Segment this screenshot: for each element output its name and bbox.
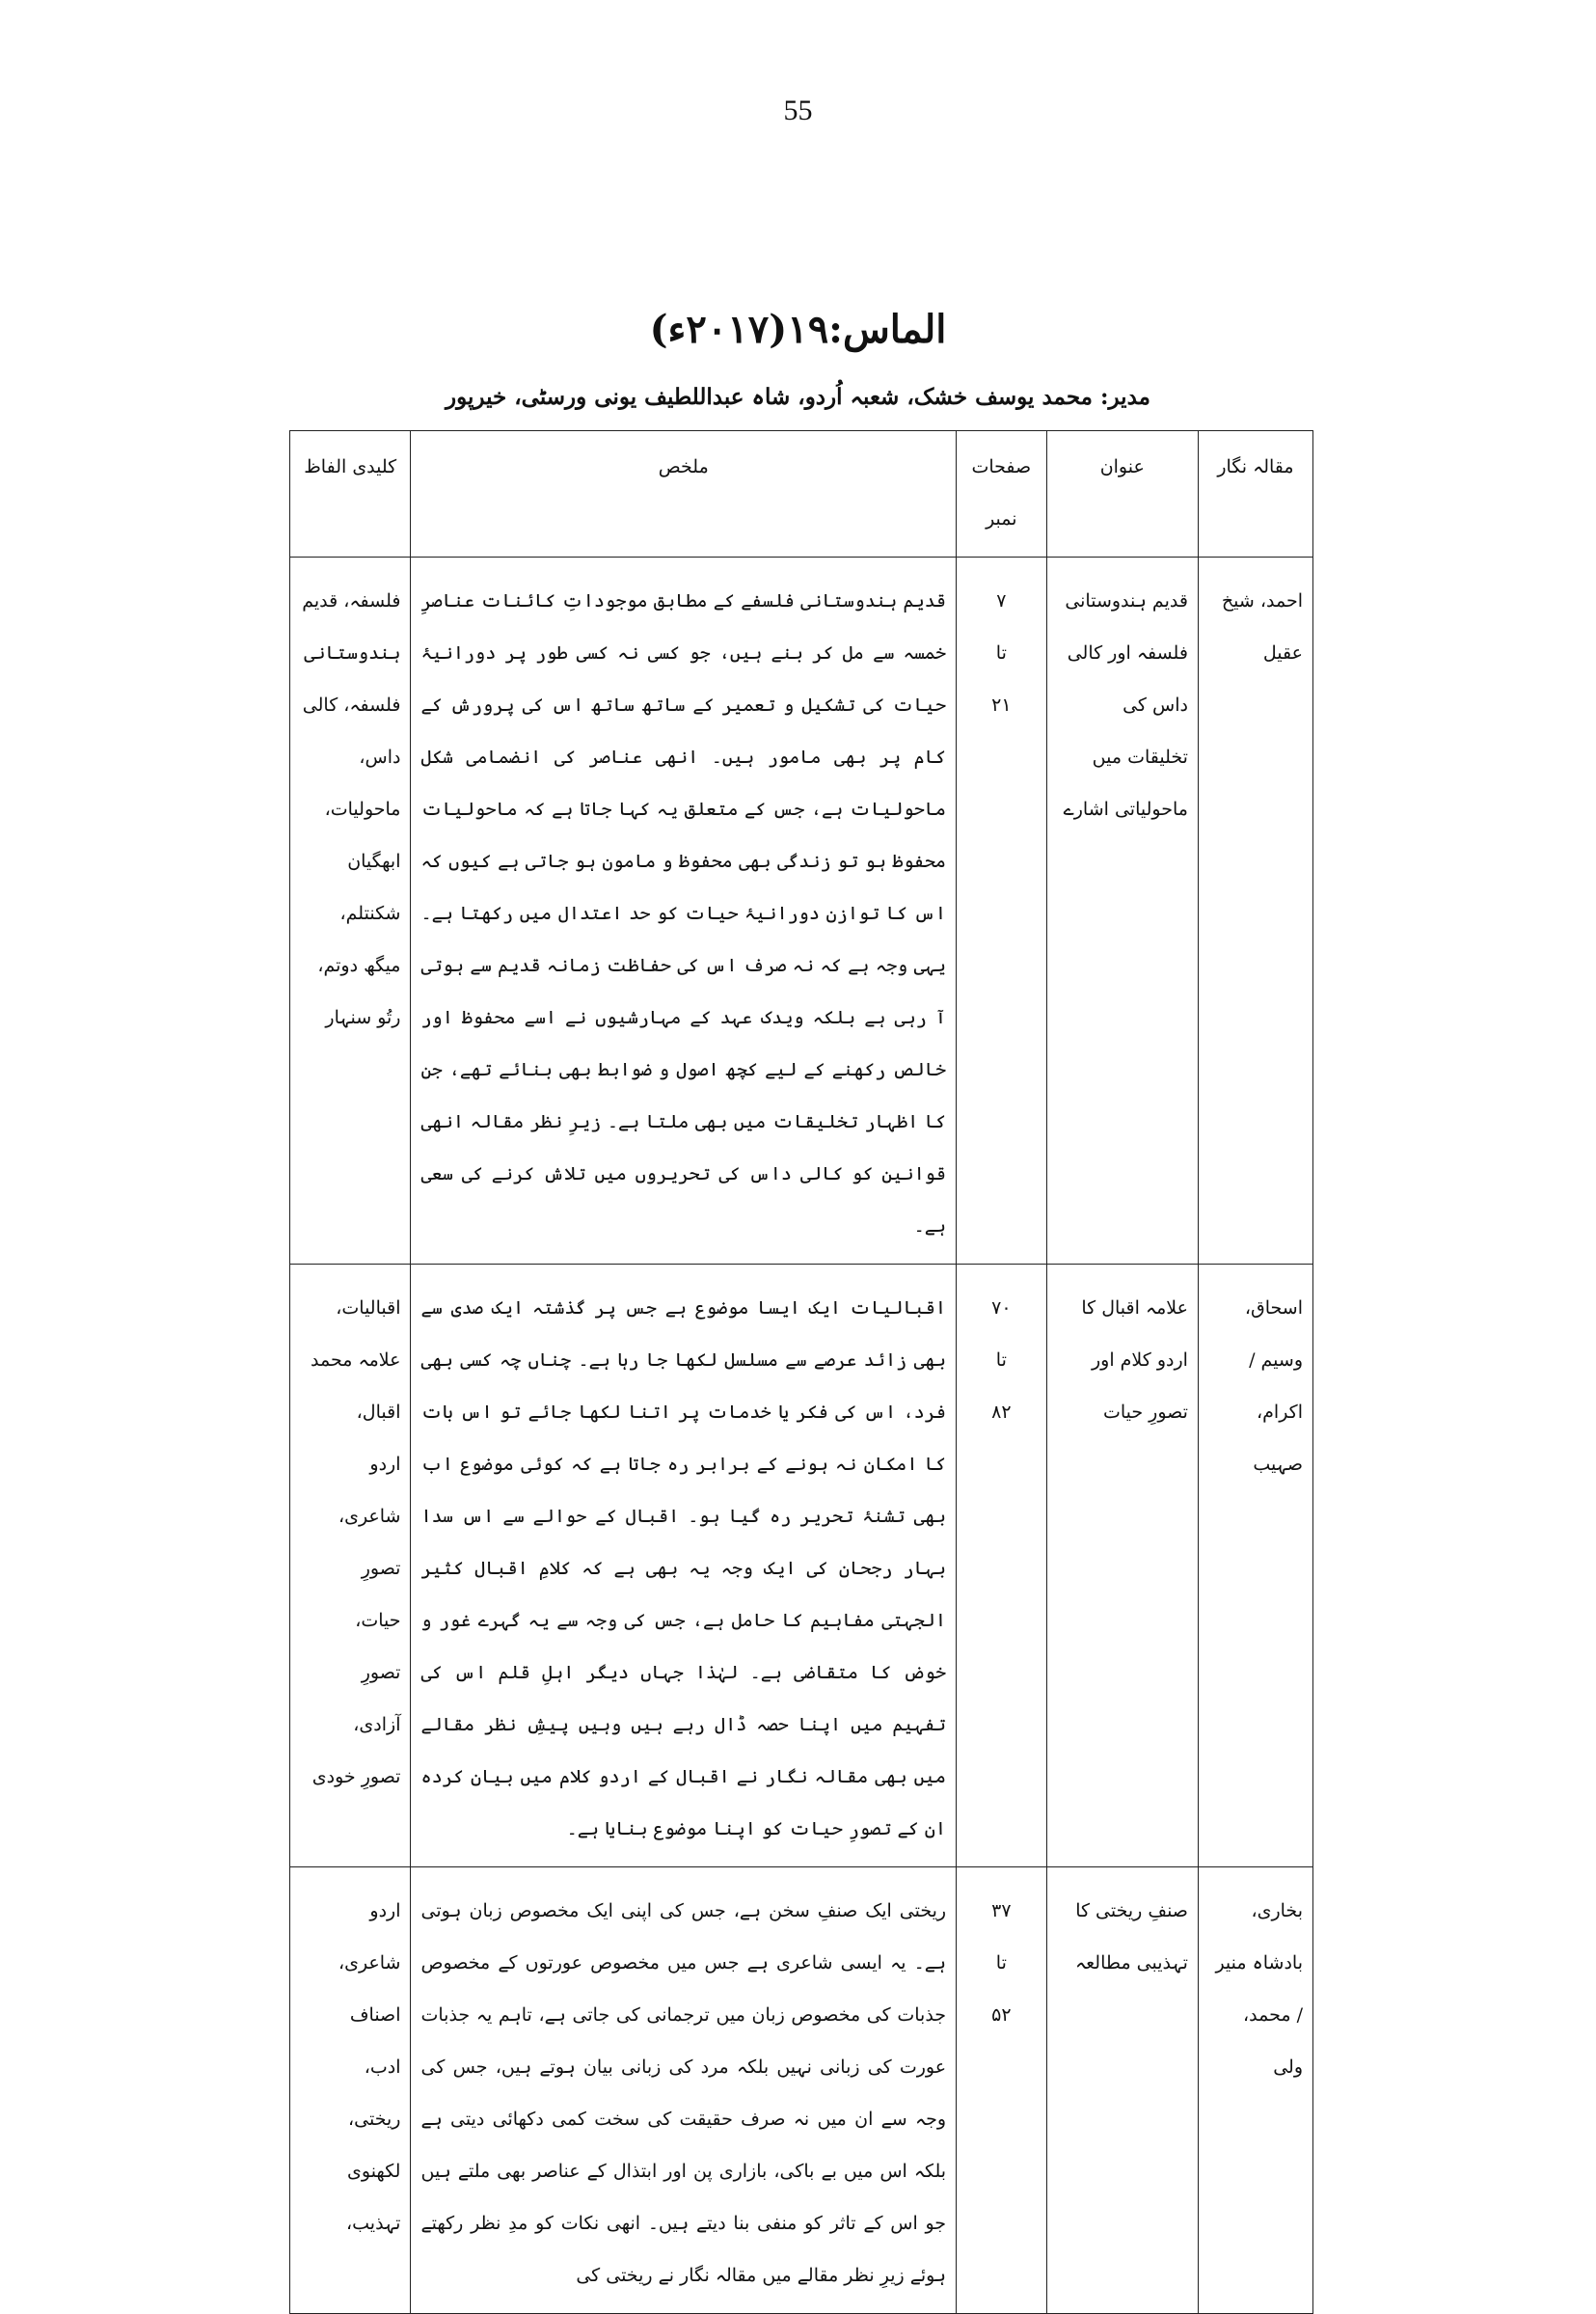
title-cell: قدیم ہندوستانی فلسفہ اور کالی داس کی تخلیقات میں ماحولیاتی اشارے (1046, 558, 1198, 1265)
header-keywords: کلیدی الفاظ (290, 431, 411, 558)
pages-cell (957, 1867, 1047, 2314)
page-number: 55 (783, 95, 813, 126)
keywords-cell (290, 1867, 411, 2314)
keyword: شاعری، (338, 1506, 401, 1527)
keyword: لکھنوی (347, 2161, 401, 2182)
keyword: اردو (369, 1900, 401, 1921)
title-cell: علامہ اقبال کا اردو کلام اور تصورِ حیات (1046, 1265, 1198, 1867)
keyword: ابھگیان (347, 851, 401, 872)
pages-cell (957, 1265, 1047, 1867)
keyword: اقبالیات، (336, 1297, 401, 1319)
page-end: ۲۱ (991, 694, 1012, 716)
keyword: ادب، (364, 2056, 401, 2078)
author-cell: احمد، شیخ عقیل (1198, 558, 1312, 1265)
page-start: ۷ (996, 590, 1007, 612)
header-pages: صفحات نمبر (957, 431, 1047, 558)
page-start: ۷۰ (991, 1297, 1012, 1319)
keyword: ریختی، (348, 2109, 401, 2130)
article-index-table (289, 430, 1313, 2314)
keyword: داس، (359, 747, 401, 768)
page-end: ۵۲ (991, 2004, 1012, 2026)
keyword: اقبال، (356, 1402, 401, 1423)
abstract-cell: ریختی ایک صنفِ سخن ہے، جس کی اپنی ایک مخصوص زبان ہوتی ہے۔ یہ ایسی شاعری ہے جس میں مخصوص عورتوں کے مخصوص جذبات کی مخصوص زبان میں ترجمانی کی جاتی ہے، تاہم یہ جذبات عورت کی زبانی نہیں بلکہ مرد کی زبانی بیان ہوتے ہیں، جس کی وجہ سے ان میں نہ صرف حقیقت کی سخت کمی دکھائی دیتی ہے بلکہ اس میں بے باکی، بازاری پن اور ابتذال کے عناصر بھی ملتے ہیں جو اس کے تاثر کو منفی بنا دیتے ہیں۔ انھی نکات کو مدِ نظر رکھتے ہوئے زیرِ نظر مقالے میں مقالہ نگار نے ریختی کی (411, 1867, 957, 2314)
table-row (290, 1867, 1313, 2314)
abstract-cell: قدیم ہندوستانی فلسفے کے مطابق موجوداتِ کائنات عناصرِ خمسہ سے مل کر بنے ہیں، جو کسی نہ کسی طور پر دورانیۂ حیات کی تشکیل و تعمیر کے ساتھ ساتھ اس کی پرورش کے کام پر بھی مامور ہیں۔ انھی عناصر کی انضمامی شکل ماحولیات ہے، جس کے متعلق یہ کہا جاتا ہے کہ ماحولیات محفوظ ہو تو زندگی بھی محفوظ و مامون ہو جاتی ہے کیوں کہ اس کا توازن دورانیۂ حیات کو حد اعتدال میں رکھتا ہے۔ یہی وجہ ہے کہ نہ صرف اس کی حفاظت زمانہ قدیم سے ہوتی آ رہی ہے بلکہ ویدک عہد کے مہارشیوں نے اسے محفوظ اور خالص رکھنے کے لیے کچھ اصول و ضوابط بھی بنائے تھے، جن کا اظہار تخلیقات میں بھی ملتا ہے۔ زیرِ نظر مقالہ انھی قوانین کو کالی داس کی تحریروں میں تلاش کرنے کی سعی ہے۔ (411, 558, 957, 1265)
keyword: آزادی، (353, 1714, 401, 1735)
keyword: فلسفہ، قدیم (302, 590, 401, 612)
keyword: تصورِ خودی (311, 1766, 401, 1787)
page-to: تا (995, 642, 1007, 664)
table-header-row (290, 431, 1313, 558)
author-cell: بخاری، بادشاہ منیر / محمد، ولی (1198, 1867, 1312, 2314)
keyword: تصورِ (361, 1558, 401, 1579)
keywords-cell (290, 1265, 411, 1867)
page-start: ۳۷ (991, 1900, 1012, 1921)
keyword: حیات، (355, 1610, 401, 1631)
title-cell: صنفِ ریختی کا تہذیبی مطالعہ (1046, 1867, 1198, 2314)
keyword: رتُو سنہار (325, 1007, 401, 1028)
editor-line: مدیر: محمد یوسف خشک، شعبہ اُردو، شاہ عبداللطیف یونی ورسٹی، خیرپور (446, 384, 1150, 410)
keyword: علامہ محمد (311, 1349, 401, 1371)
header-title: عنوان (1046, 431, 1198, 558)
keywords-cell (290, 558, 411, 1265)
keyword: شاعری، (338, 1952, 401, 1974)
keyword: تصورِ (361, 1662, 401, 1683)
keyword: اصناف (349, 2004, 401, 2026)
table-row (290, 558, 1313, 1265)
journal-title: الماس:۱۹(۲۰۱۷ء) (649, 307, 947, 352)
keyword: تہذیب، (346, 2213, 401, 2234)
author-cell: اسحاق، وسیم / اکرام، صہیب (1198, 1265, 1312, 1867)
page-to: تا (995, 1349, 1007, 1371)
keyword: فلسفہ، کالی (302, 694, 401, 716)
header-abstract: ملخص (411, 431, 957, 558)
keyword: اردو (369, 1454, 401, 1475)
keyword: میگھ دوتم، (317, 955, 401, 976)
keyword: شکنتلم، (339, 903, 401, 924)
keyword: ہندوستانی (304, 642, 401, 664)
keyword: ماحولیات، (324, 799, 401, 820)
pages-cell (957, 558, 1047, 1265)
page-to: تا (995, 1952, 1007, 1974)
table-row (290, 1265, 1313, 1867)
page-end: ۸۲ (991, 1402, 1012, 1423)
abstract-cell: اقبالیات ایک ایسا موضوع ہے جس پر گذشتہ ایک صدی سے بھی زائد عرصے سے مسلسل لکھا جا رہا ہے۔ چناں چہ کسی بھی فرد، اس کی فکر یا خدمات پر اتنا لکھا جائے تو اس بات کا امکان نہ ہونے کے برابر رہ جاتا ہے کہ کوئی موضوع اب بھی تشنۂ تحریر رہ گیا ہو۔ اقبال کے حوالے سے اس سدا بہار رجحان کی ایک وجہ یہ بھی ہے کہ کلامِ اقبال کثیر الجہتی مفاہیم کا حامل ہے، جس کی وجہ سے یہ گہرے غور و خوض کا متقاضی ہے۔ لہٰذا جہاں دیگر اہلِ قلم اس کی تفہیم میں اپنا حصہ ڈال رہے ہیں وہیں پیشِ نظر مقالے میں بھی مقالہ نگار نے اقبال کے اردو کلام میں بیان کردہ ان کے تصورِ حیات کو اپنا موضوع بنایا ہے۔ (411, 1265, 957, 1867)
header-author: مقالہ نگار (1198, 431, 1312, 558)
